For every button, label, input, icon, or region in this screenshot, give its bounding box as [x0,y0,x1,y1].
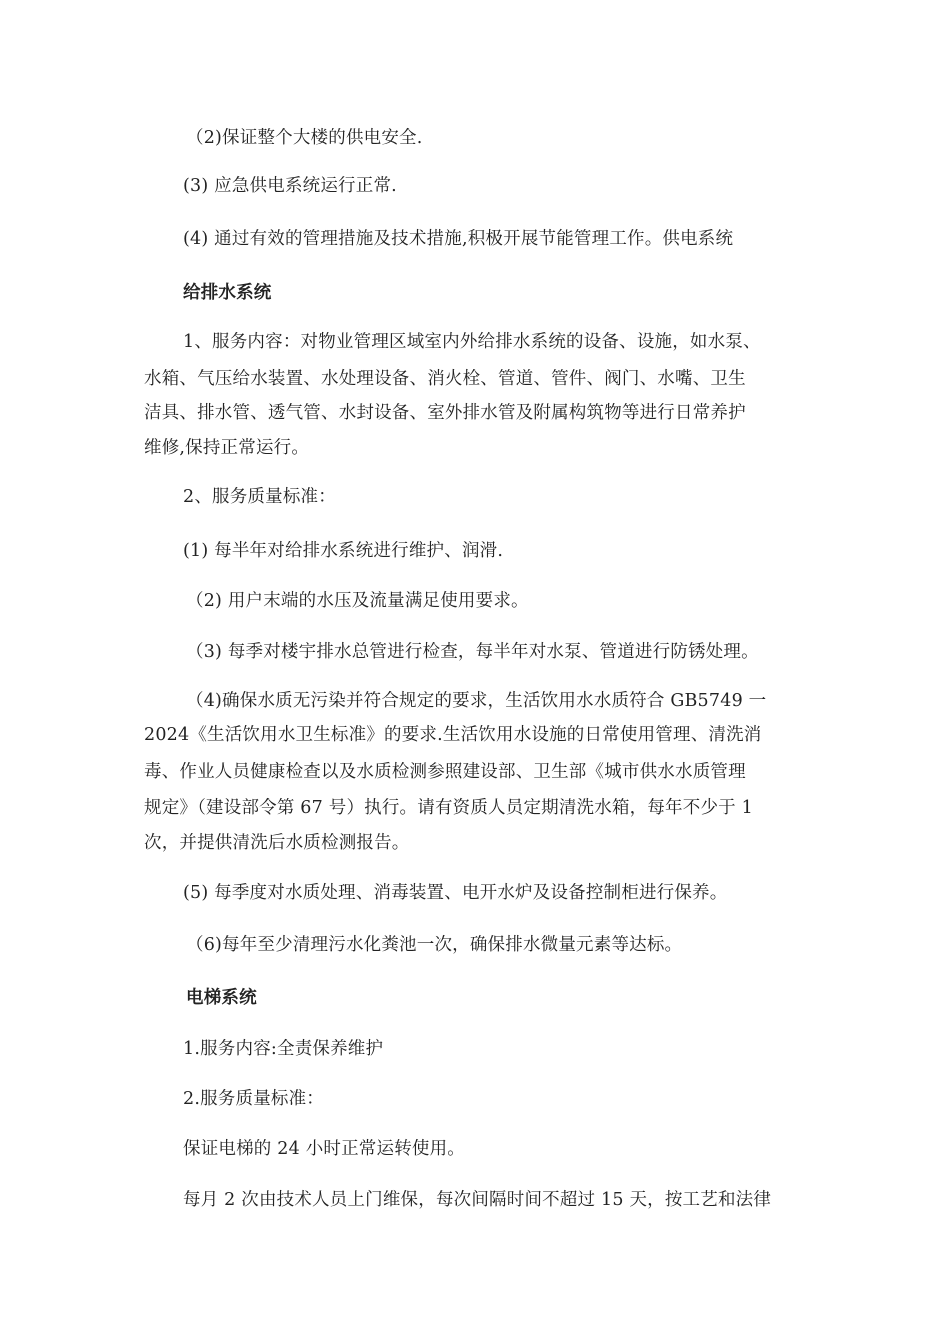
paragraph-line: 2.服务质量标准： [183,1089,324,1109]
list-item: (5) 每季度对水质处理、消毒装置、电开水炉及设备控制柜进行保养。 [183,883,728,903]
paragraph-line: 毒、作业人员健康检查以及水质检测参照建设部、卫生部《城市供水水质管理 [144,762,746,782]
list-item: （2) 用户末端的水压及流量满足使用要求。 [186,591,529,611]
paragraph-line: 洁具、排水管、透气管、水封设备、室外排水管及附属构筑物等进行日常养护 [144,403,746,423]
paragraph-line: 1、服务内容：对物业管理区域室内外给排水系统的设备、设施，如水泵、 [183,332,761,352]
list-item-supply-safety: （2)保证整个大楼的供电安全. [186,128,423,148]
section-heading-elevator-system: 电梯系统 [186,988,257,1008]
paragraph-line: 2024《生活饮用水卫生标准》的要求.生活饮用水设施的日常使用管理、清洗消 [144,725,762,745]
list-item-emergency-power: (3) 应急供电系统运行正常. [183,176,397,196]
paragraph-line: 水箱、气压给水装置、水处理设备、消火栓、管道、管件、阀门、水嘴、卫生 [144,369,746,389]
paragraph-line: 2、服务质量标准： [183,487,336,507]
paragraph-line: 次，并提供清洗后水质检测报告。 [144,833,410,853]
list-item: (1) 每半年对给排水系统进行维护、润滑. [183,541,504,561]
list-item: （3) 每季对楼宇排水总管进行检查，每半年对水泵、管道进行防锈处理。 [186,642,759,662]
paragraph-line: 维修,保持正常运行。 [144,438,310,458]
paragraph-line: 规定》（建设部令第 67 号）执行。请有资质人员定期清洗水箱，每年不少于 1 [144,798,753,818]
list-item: （6)每年至少清理污水化粪池一次，确保排水微量元素等达标。 [186,935,683,955]
paragraph-line: 1.服务内容:全责保养维护 [183,1039,384,1059]
paragraph-line: 保证电梯的 24 小时正常运转使用。 [183,1139,465,1159]
list-item-energy-saving: (4) 通过有效的管理措施及技术措施,积极开展节能管理工作。供电系统 [183,229,734,249]
paragraph-line: 每月 2 次由技术人员上门维保，每次间隔时间不超过 15 天，按工艺和法律 [183,1190,772,1210]
list-item: （4)确保水质无污染并符合规定的要求，生活饮用水水质符合 GB5749 一 [186,691,767,711]
section-heading-water-system: 给排水系统 [183,283,272,303]
